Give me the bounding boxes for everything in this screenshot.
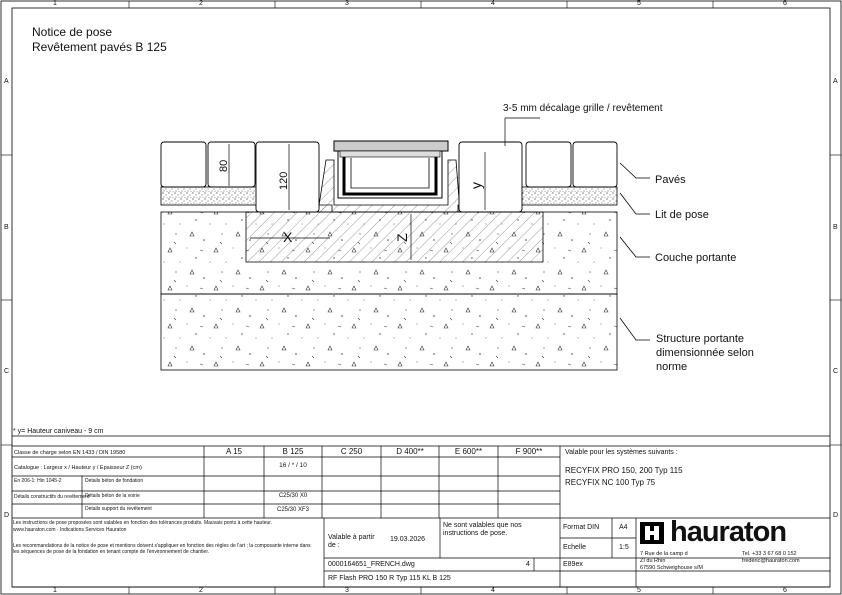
product-name: RF Flash PRO 150 R Typ 115 KL B 125 [328, 575, 451, 582]
structure-portante-layer [161, 294, 617, 370]
page-subtitle: Revêtement pavés B 125 [32, 40, 167, 54]
grid-row-b: B [4, 224, 9, 231]
format-value: A4 [619, 524, 628, 531]
label-lit-de-pose: Lit de pose [655, 209, 709, 221]
disclaimer-1: Les instructions de pose proposées sont valables en fonction des tolérances produits. Mauvais ponts à cette hauteur. [13, 520, 273, 526]
grid-col-3-bottom: 3 [345, 587, 349, 594]
grid-row-b-right: B [833, 224, 838, 231]
grid-col-1-bottom: 1 [53, 587, 57, 594]
class-a15: A 15 [225, 447, 242, 456]
row3d-label: Détails constructifs du revêtement [14, 494, 90, 500]
drainage-channel [334, 141, 448, 198]
format-label: Format DIN [563, 524, 600, 531]
dim-80: 80 [218, 159, 230, 172]
label-structure-3: norme [656, 361, 688, 373]
grid-col-1: 1 [53, 0, 57, 7]
sheet-number: 4 [526, 561, 530, 568]
grid-col-6-bottom: 6 [783, 587, 787, 594]
label-structure-2: dimensionnée selon [656, 347, 754, 359]
grid-col-5: 5 [637, 0, 641, 7]
valid-from: Valable à partir de : [328, 534, 375, 549]
dim-z: Z [394, 233, 410, 242]
company-name: hauraton [670, 516, 787, 548]
row3a-label: En 206-1: Hin 1045-2 [14, 478, 62, 484]
not-valid-note: Ne sont valables que nos instructions de pose. [443, 522, 522, 537]
company-email: frédéric@hauraton.com [742, 558, 800, 564]
dim-x: X [283, 229, 293, 245]
grid-row-a-right: A [833, 78, 838, 85]
class-c250: C 250 [340, 447, 363, 456]
disclaimer-2: www.hauraton.com · Indications Services Hauraton [13, 527, 127, 533]
company-phone: Tel. +33 3 67 68 0 152 [742, 551, 797, 557]
company-addr-3: 67590 Schweighouse s/M [640, 565, 703, 571]
row3c-label: Détails béton de la voirie [85, 493, 140, 499]
offset-annotation: 3-5 mm décalage grille / revêtement [503, 103, 663, 114]
grid-col-5-bottom: 5 [637, 587, 641, 594]
lit-de-pose-right [520, 187, 617, 205]
class-e600: E 600** [454, 447, 483, 456]
valid-systems-label: Valable pour les systèmes suivants : [565, 449, 678, 456]
valid-date: 19.03.2026 [390, 536, 426, 543]
grid-row-a: A [4, 78, 9, 85]
grid-row-c-right: C [833, 368, 839, 375]
classes-label: Classe de charge selon EN 1433 / DIN 19580 [14, 450, 126, 456]
system-1: RECYFIX PRO 150, 200 Typ 115 [565, 466, 683, 475]
label-couche-portante: Couche portante [655, 252, 737, 264]
grid-col-6: 6 [783, 0, 787, 7]
class-b125: B 125 [282, 447, 304, 456]
disclaimer-3: Les recommandations de la notice de pose et mentions doivent s'appliquer en fonction des règles de l'art ; la composante interne dans les séquences de pose de la fondation en tenant compte de l'environnement de chantier. [13, 543, 311, 555]
grid-row-c: C [4, 368, 10, 375]
label-structure-1: Structure portante [656, 333, 745, 345]
row3b-label: Details béton de fondation [85, 478, 144, 484]
row3e-label: Details support du revêtement [85, 506, 152, 512]
class-f900: F 900** [515, 447, 543, 456]
row3e-value: C25/30 XF3 [276, 507, 310, 513]
dim-y: y [468, 182, 484, 189]
grid-col-4: 4 [491, 0, 495, 7]
version: E89ex [563, 561, 583, 568]
hauraton-logo-icon [640, 522, 664, 544]
concrete-haunch [318, 160, 460, 212]
scale-label: Echelle [563, 544, 586, 551]
row3c-value: C25/30 X0 [278, 493, 308, 499]
grid-col-2: 2 [199, 0, 203, 7]
company-addr-1: 7 Rue de la camp d [640, 551, 688, 557]
grid-row-d-right: D [833, 512, 839, 519]
scale-value: 1:5 [619, 544, 629, 551]
grid-row-d: D [4, 512, 10, 519]
class-d400: D 400** [396, 447, 424, 456]
grid-col-2-bottom: 2 [199, 587, 203, 594]
dim-120: 120 [278, 171, 290, 190]
file-name: 0000164651_FRENCH.dwg [328, 561, 415, 568]
company-addr-2: ZI du Rhin [640, 558, 666, 564]
page-title: Notice de pose [32, 25, 113, 39]
footnote: * y= Hauteur caniveau - 9 cm [13, 428, 104, 435]
grid-col-4-bottom: 4 [491, 587, 495, 594]
label-paves: Pavés [655, 174, 686, 186]
row2-label: Catalogue : Largeur x / Hauteur y / Epaisseur Z (cm) [14, 465, 142, 471]
grid-col-3: 3 [345, 0, 349, 7]
row2-value: 16 / * / 10 [279, 462, 307, 469]
lit-de-pose-left [161, 187, 258, 205]
leader-lines [620, 163, 650, 340]
system-2: RECYFIX NC 100 Typ 75 [565, 478, 656, 487]
